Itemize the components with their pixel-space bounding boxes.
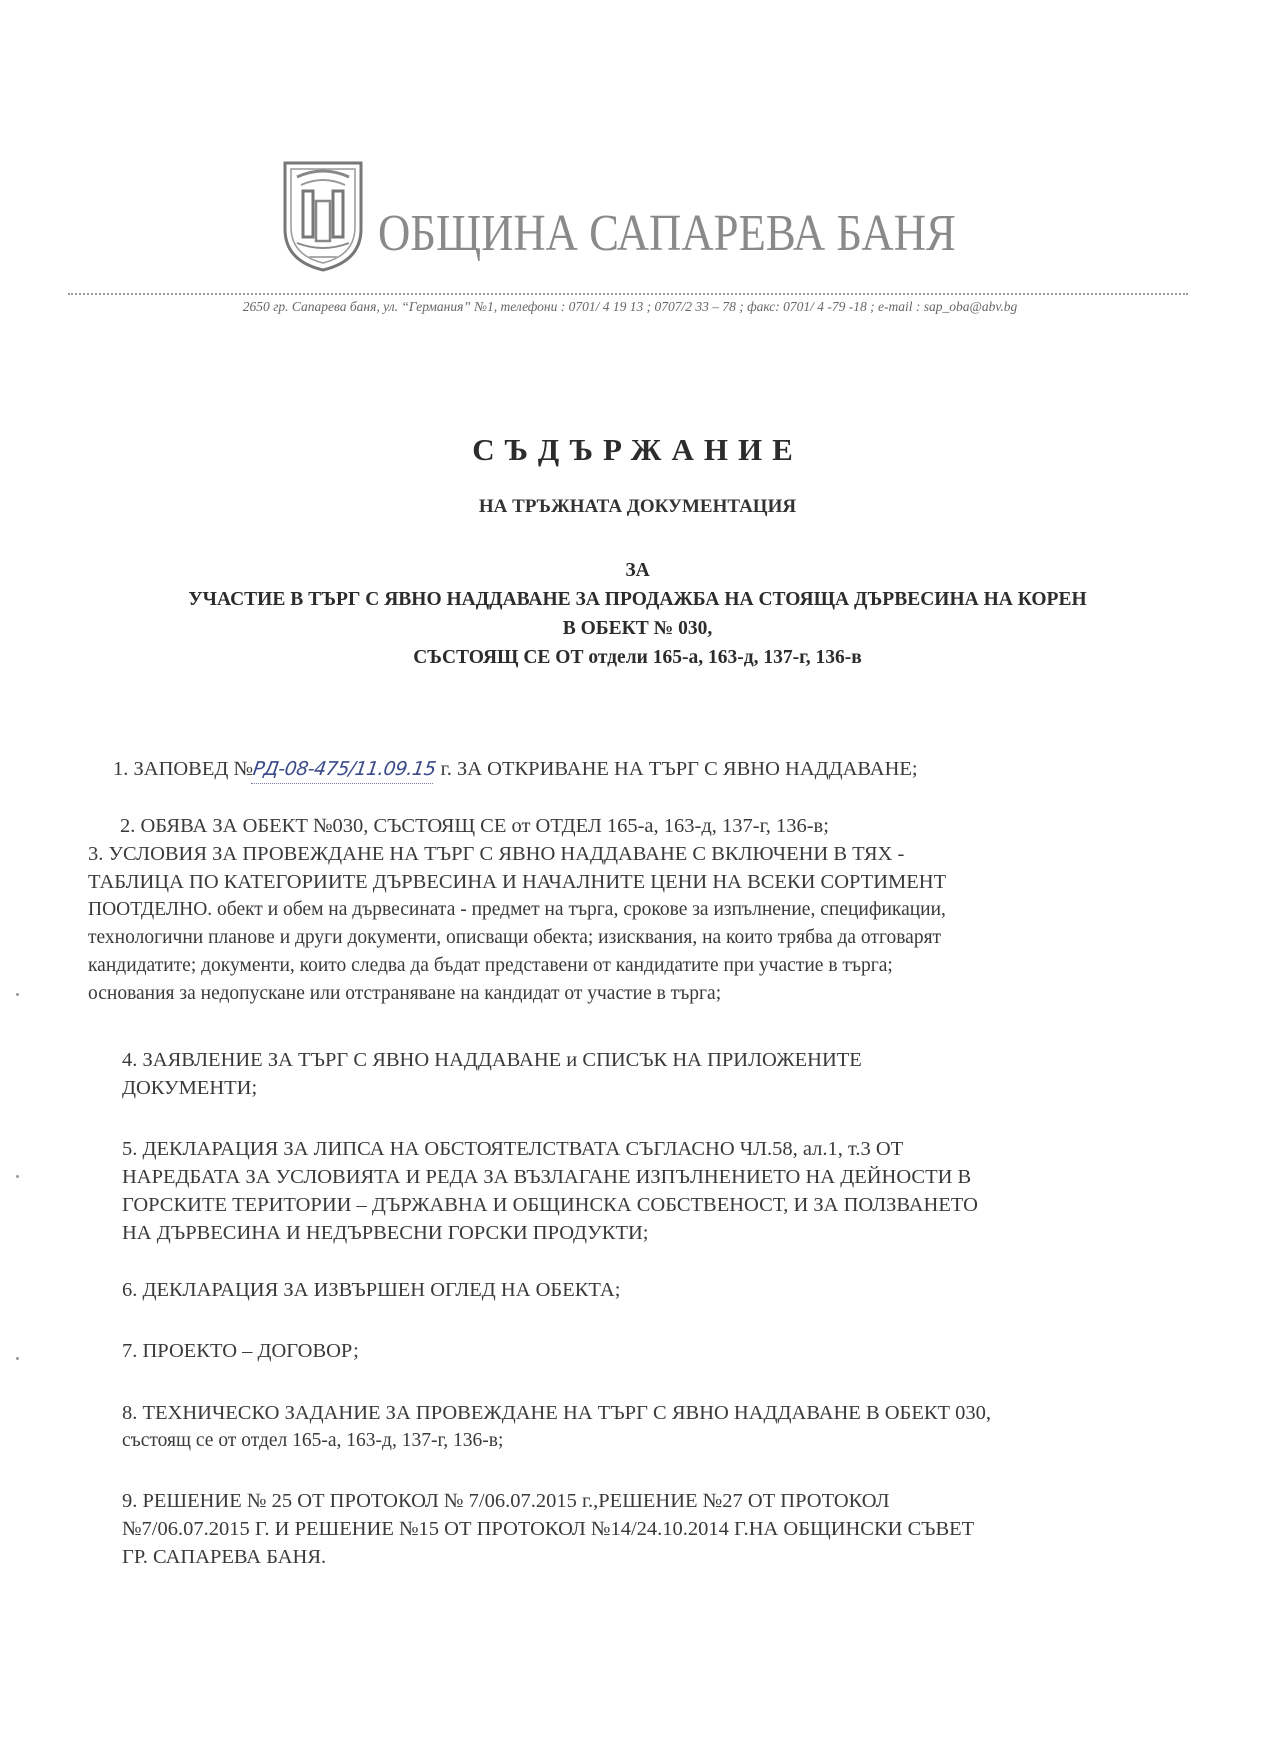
list-item-2 xyxy=(120,812,829,840)
list-item-8 xyxy=(122,1399,991,1455)
document-subtitle: НА ТРЪЖНАТА ДОКУМЕНТАЦИЯ xyxy=(478,496,797,517)
scan-speck xyxy=(16,1357,19,1360)
heading-line: ЗА xyxy=(625,560,650,581)
heading-line: СЪСТОЯЩ СЕ ОТ отдели 165-а, 163-д, 137-г, 136-в xyxy=(413,647,862,668)
list-item-5 xyxy=(122,1135,978,1247)
item-line: ТАБЛИЦА ПО КАТЕГОРИИТЕ ДЪРВЕСИНА И НАЧАЛНИТЕ ЦЕНИ НА ВСЕКИ СОРТИМЕНТ xyxy=(88,871,947,893)
header-divider xyxy=(68,293,1188,295)
list-item-9 xyxy=(122,1487,974,1571)
item-line: основания за недопускане или отстраняване на кандидат от участие в търга; xyxy=(88,983,722,1004)
item-text: г. ЗА ОТКРИВАНЕ НА ТЪРГ С ЯВНО НАДДАВАНЕ; xyxy=(435,758,918,780)
list-item-7 xyxy=(122,1337,359,1365)
contact-line: 2650 гр. Сапарева баня, ул. “Германия” №1, телефони : 0701/ 4 19 13 ; 0707/2 33 – 78 ; факс: 0701/ 4 -79 -18 ; e-mail : sap_oba@abv.bg xyxy=(242,299,1018,314)
heading-line: В ОБЕКТ № 030, xyxy=(562,618,713,639)
item-line: кандидатите; документи, които следва да бъдат представени от кандидатите при участие в търга; xyxy=(88,955,893,976)
item-line: 5. ДЕКЛАРАЦИЯ ЗА ЛИПСА НА ОБСТОЯТЕЛСТВАТА СЪГЛАСНО ЧЛ.58, ал.1, т.3 ОТ xyxy=(122,1138,904,1160)
scan-speck xyxy=(16,993,19,996)
item-text: 2. ОБЯВА ЗА ОБЕКТ №030, СЪСТОЯЩ СЕ от ОТДЕЛ 165-а, 163-д, 137-г, 136-в; xyxy=(120,815,829,837)
item-text: 6. ДЕКЛАРАЦИЯ ЗА ИЗВЪРШЕН ОГЛЕД НА ОБЕКТА; xyxy=(122,1279,621,1301)
organization-name: ОБЩИНА САПАРЕВА БАНЯ xyxy=(378,205,956,262)
item-line: 3. УСЛОВИЯ ЗА ПРОВЕЖДАНЕ НА ТЪРГ С ЯВНО НАДДАВАНЕ С ВКЛЮЧЕНИ В ТЯХ - xyxy=(88,843,905,865)
item-line: НА ДЪРВЕСИНА И НЕДЪРВЕСНИ ГОРСКИ ПРОДУКТИ; xyxy=(122,1222,649,1244)
list-item-4 xyxy=(122,1046,862,1102)
item-line: 8. ТЕХНИЧЕСКО ЗАДАНИЕ ЗА ПРОВЕЖДАНЕ НА ТЪРГ С ЯВНО НАДДАВАНЕ В ОБЕКТ 030, xyxy=(122,1402,992,1424)
item-text: 1. ЗАПОВЕД № xyxy=(113,758,254,780)
item-text: 7. ПРОЕКТО – ДОГОВОР; xyxy=(122,1340,359,1362)
document-title: СЪДЪРЖАНИЕ xyxy=(472,432,803,467)
list-item-3 xyxy=(88,840,946,1008)
item-line: състоящ се от отдел 165-а, 163-д, 137-г, 136-в; xyxy=(122,1430,504,1451)
scan-speck xyxy=(16,1175,19,1178)
item-line: №7/06.07.2015 Г. И РЕШЕНИЕ №15 ОТ ПРОТОКОЛ №14/24.10.2014 Г.НА ОБЩИНСКИ СЪВЕТ xyxy=(122,1518,975,1540)
item-line: ПООТДЕЛНО. обект и обем на дървесината - предмет на търга, срокове за изпълнение, спецификации, xyxy=(88,899,946,920)
item-line: ГР. САПАРЕВА БАНЯ. xyxy=(122,1546,327,1568)
item-line: 4. ЗАЯВЛЕНИЕ ЗА ТЪРГ С ЯВНО НАДДАВАНЕ и СПИСЪК НА ПРИЛОЖЕНИТЕ xyxy=(122,1049,862,1071)
heading-line: УЧАСТИЕ В ТЪРГ С ЯВНО НАДДАВАНЕ ЗА ПРОДАЖБА НА СТОЯЩА ДЪРВЕСИНА НА КОРЕН xyxy=(188,589,1087,610)
coat-of-arms-icon xyxy=(279,157,367,274)
item-line: технологични планове и други документи, описващи обекта; изисквания, на които трябва да отговарят xyxy=(88,927,942,948)
list-item-1 xyxy=(113,755,918,784)
item-line: НАРЕДБАТА ЗА УСЛОВИЯТА И РЕДА ЗА ВЪЗЛАГАНЕ ИЗПЪЛНЕНИЕТО НА ДЕЙНОСТИ В xyxy=(122,1166,972,1188)
item-line: 9. РЕШЕНИЕ № 25 ОТ ПРОТОКОЛ № 7/06.07.2015 г.,РЕШЕНИЕ №27 ОТ ПРОТОКОЛ xyxy=(122,1490,890,1512)
list-item-6 xyxy=(122,1276,620,1304)
item-line: ДОКУМЕНТИ; xyxy=(122,1077,258,1099)
tender-heading xyxy=(20,556,1255,672)
item-line: ГОРСКИТЕ ТЕРИТОРИИ – ДЪРЖАВНА И ОБЩИНСКА СОБСТВЕНОСТ, И ЗА ПОЛЗВАНЕТО xyxy=(122,1194,978,1216)
handwritten-order-number: РД-08-475/11.09.15 xyxy=(251,755,438,784)
